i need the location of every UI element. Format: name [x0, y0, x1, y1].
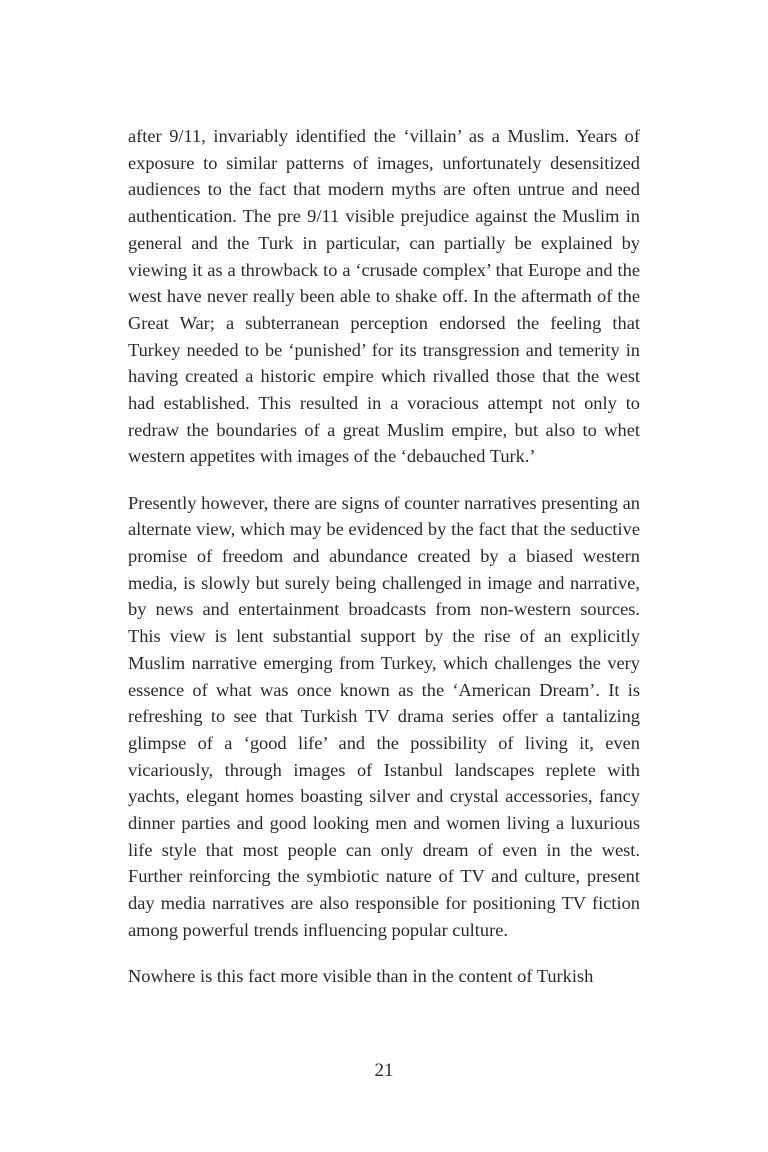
paragraph: Nowhere is this fact more visible than in the content of Turkish	[128, 966, 594, 987]
paragraph: Presently however, there are signs of counter narratives presenting an alternate view, which may be evidenced by the fact that the seductive promise of freedom and abundance created by a biased western media, is slowly but surely being challenged in image and narrative, by news and entertainment broadcasts from non-western sources. This view is lent substantial support by the rise of an explicitly Muslim narrative emerging from Turkey, which challenges the very essence of what was once known as the ‘American Dream’. It is refreshing to see that Turkish TV drama series offer a tantalizing glimpse of a ‘good life’ and the possibility of living it, even vicariously, through images of Istanbul landscapes replete with yachts, elegant homes boasting silver and crystal accessories, fancy dinner parties and good looking men and women living a luxurious life style that most people can only dream of even in the west. Further reinforcing the symbiotic nature of TV and culture, present day media narratives are also responsible for positioning TV fiction among powerful trends influencing popular culture.	[128, 492, 640, 940]
body-text	[128, 123, 640, 990]
paragraph: after 9/11, invariably identified the ‘villain’ as a Muslim. Years of exposure to similar patterns of images, unfortunately desensitized audiences to the fact that modern myths are often untrue and need authentication. The pre 9/11 visible prejudice against the Muslim in general and the Turk in particular, can partially be explained by viewing it as a throwback to a ‘crusade complex’ that Europe and the west have never really been able to shake off. In the aftermath of the Great War; a subterranean perception endorsed the feeling that Turkey needed to be ‘punished’ for its transgression and temerity in having created a historic empire which rivalled those that the west had established. This resulted in a voracious attempt not only to redraw the boundaries of a great Muslim empire, but also to whet western appetites with images of the ‘debauched Turk.’	[128, 126, 640, 467]
page-number: 21	[374, 1060, 394, 1081]
